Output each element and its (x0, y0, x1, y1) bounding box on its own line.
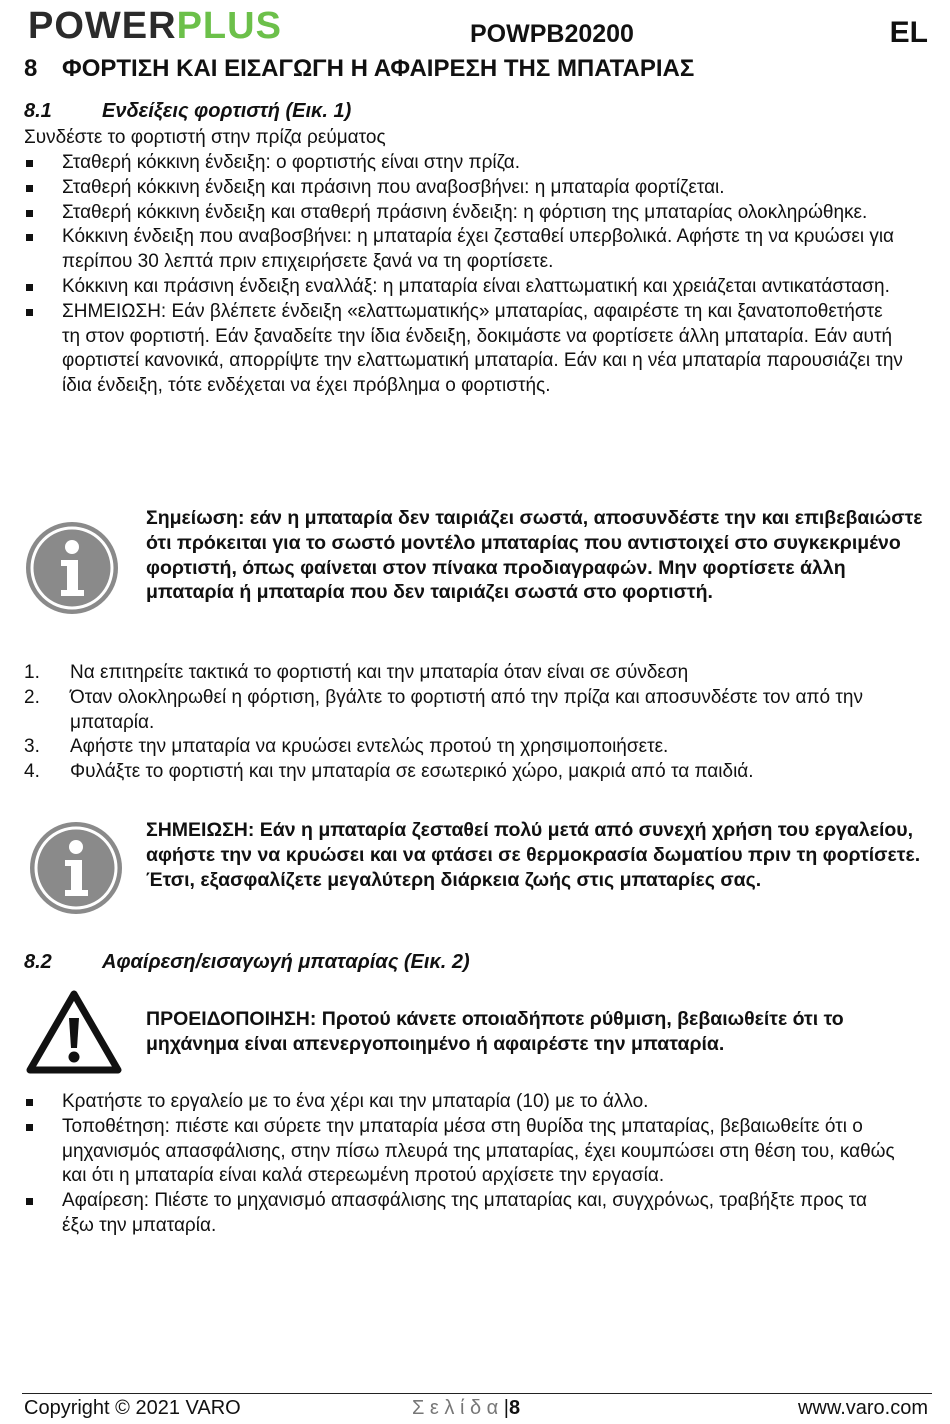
battery-removal-list (24, 1090, 904, 1239)
section-title: ΦΟΡΤΙΣΗ ΚΑΙ ΕΙΣΑΓΩΓΗ Η ΑΦΑΙΡΕΣΗ ΤΗΣ ΜΠΑΤΑΡΙΑΣ (62, 55, 695, 82)
page-label: Σ ε λ ί δ α (412, 1397, 499, 1419)
bullet-icon (26, 284, 33, 291)
footer-website: www.varo.com (797, 1397, 928, 1419)
list-item: 3. Αφήστε την μπαταρία να κρυώσει εντελώς προτού τη χρησιμοποιήσετε. (24, 736, 669, 758)
section-heading (24, 55, 694, 83)
charging-steps-list (24, 661, 904, 785)
info-note-battery-fit: Σημείωση: εάν η μπαταρία δεν ταιριάζει σωστά, αποσυνδέστε την και επιβεβαιώστε ότι πρόκειται για το σωστό μοντέλο μπαταρίας που αντιστοιχεί στο συγκεκριμένο φορτιστή, όπως φαίνεται στον πίνακα προδιαγραφών. Μην φορτίσετε άλλη μπαταρία ή μπαταρία που δεν ταιριάζει σωστά στο φορτιστή. (146, 507, 923, 604)
list-item: Σταθερή κόκκινη ένδειξη και σταθερή πράσινη ένδειξη: η φόρτιση της μπαταρίας ολοκληρώθηκε. (24, 201, 904, 226)
bullet-icon (26, 210, 33, 217)
subsection-title: Ενδείξεις φορτιστή (Εικ. 1) (102, 100, 352, 122)
section-number: 8 (24, 55, 38, 82)
footer-divider (22, 1393, 932, 1394)
list-item: 2. Όταν ολοκληρωθεί η φόρτιση, βγάλτε το φορτιστή από την πρίζα και αποσυνδέστε τον από την μπαταρία. (24, 686, 863, 733)
info-icon (24, 520, 120, 616)
subsection-heading-8-1 (24, 100, 351, 123)
bullet-icon (26, 309, 33, 316)
page-separator: | (503, 1397, 509, 1419)
list-item: ΣΗΜΕΙΩΣΗ: Εάν βλέπετε ένδειξη «ελαττωματικής» μπαταρίας, αφαιρέστε τη και ξανατοποθετήστε τη στον φορτιστή. Εάν ξαναδείτε την ίδια ένδειξη, δοκιμάστε να φορτίσετε άλλη μπαταρία. Εάν αυτή φορτιστεί κανονικά, απορρίψτε την ελαττωματική μπαταρία. Εάν και η νέα μπαταρία παρουσιάζει την ίδια ένδειξη, τότε ενδέχεται να έχει πρόβλημα ο φορτιστής. (24, 300, 904, 399)
list-item: Σταθερή κόκκινη ένδειξη και πράσινη που αναβοσβήνει: η μπαταρία φορτίζεται. (24, 176, 904, 201)
model-number: POWPB20200 (470, 20, 634, 48)
language-code: EL (889, 16, 928, 49)
list-item: Κρατήστε το εργαλείο με το ένα χέρι και την μπαταρία (10) με το άλλο. (24, 1090, 904, 1115)
subsection-heading-8-2 (24, 951, 470, 974)
bullet-icon (26, 1198, 33, 1205)
bullet-icon (26, 1124, 33, 1131)
info-note-battery-heat: ΣΗΜΕΙΩΣΗ: Εάν η μπαταρία ζεσταθεί πολύ μετά από συνεχή χρήση του εργαλείου, αφήστε την να κρυώσει και να φτάσει σε θερμοκρασία δωματίου πριν τη φορτίσετε. Έτσι, εξασφαλίζετε μεγαλύτερη διάρκεια ζωής στις μπαταρίες σας. (146, 819, 921, 891)
intro-text: Συνδέστε το φορτιστή στην πρίζα ρεύματος (24, 127, 386, 148)
warning-triangle-icon (26, 990, 122, 1076)
brand-logo (28, 4, 282, 48)
footer-copyright: Copyright © 2021 VARO (24, 1397, 241, 1419)
page-number: 8 (508, 1397, 521, 1419)
logo-text-plus: PLUS (176, 5, 282, 47)
subsection-title: Αφαίρεση/εισαγωγή μπαταρίας (Εικ. 2) (102, 951, 470, 973)
list-item: Σταθερή κόκκινη ένδειξη: ο φορτιστής είναι στην πρίζα. (24, 151, 904, 176)
list-item: Αφαίρεση: Πιέστε το μηχανισμό απασφάλισης της μπαταρίας και, συγχρόνως, τραβήξτε προς τα έξω την μπαταρία. (24, 1189, 904, 1239)
logo-text-power: POWER (28, 5, 177, 47)
info-icon (28, 820, 124, 916)
subsection-number: 8.2 (24, 951, 52, 973)
bullet-icon (26, 234, 33, 241)
bullet-icon (26, 160, 33, 167)
bullet-icon (26, 1099, 33, 1106)
list-item: 1. Να επιτηρείτε τακτικά το φορτιστή και την μπαταρία όταν είναι σε σύνδεση (24, 662, 689, 683)
list-item: Κόκκινη και πράσινη ένδειξη εναλλάξ: η μπαταρία είναι ελαττωματική και χρειάζεται αντικατάσταση. (24, 275, 904, 300)
list-item: Τοποθέτηση: πιέστε και σύρετε την μπαταρία μέσα στη θυρίδα της μπαταρίας, βεβαιωθείτε ότι ο μηχανισμός απασφάλισης, στην πίσω πλευρά της μπαταρίας, έχει κουμπώσει στη θέση του, καθώς και ότι η μπαταρία είναι καλά στερεωμένη προτού αρχίσετε την εργασία. (24, 1115, 904, 1189)
warning-text: ΠΡΟΕΙΔΟΠΟΙΗΣΗ: Προτού κάνετε οποιαδήποτε ρύθμιση, βεβαιωθείτε ότι το μηχάνημα είναι απενεργοποιημένο ή αφαιρέστε την μπαταρία. (146, 1008, 844, 1055)
footer-page (412, 1397, 520, 1420)
indicator-list (24, 151, 904, 399)
list-item: 4. Φυλάξτε το φορτιστή και την μπαταρία σε εσωτερικό χώρο, μακριά από τα παιδιά. (24, 761, 754, 783)
list-item: Κόκκινη ένδειξη που αναβοσβήνει: η μπαταρία έχει ζεσταθεί υπερβολικά. Αφήστε τη να κρυώσει για περίπου 30 λεπτά πριν επιχειρήσετε ξανά να τη φορτίσετε. (24, 225, 904, 275)
subsection-number: 8.1 (24, 100, 52, 122)
bullet-icon (26, 185, 33, 192)
